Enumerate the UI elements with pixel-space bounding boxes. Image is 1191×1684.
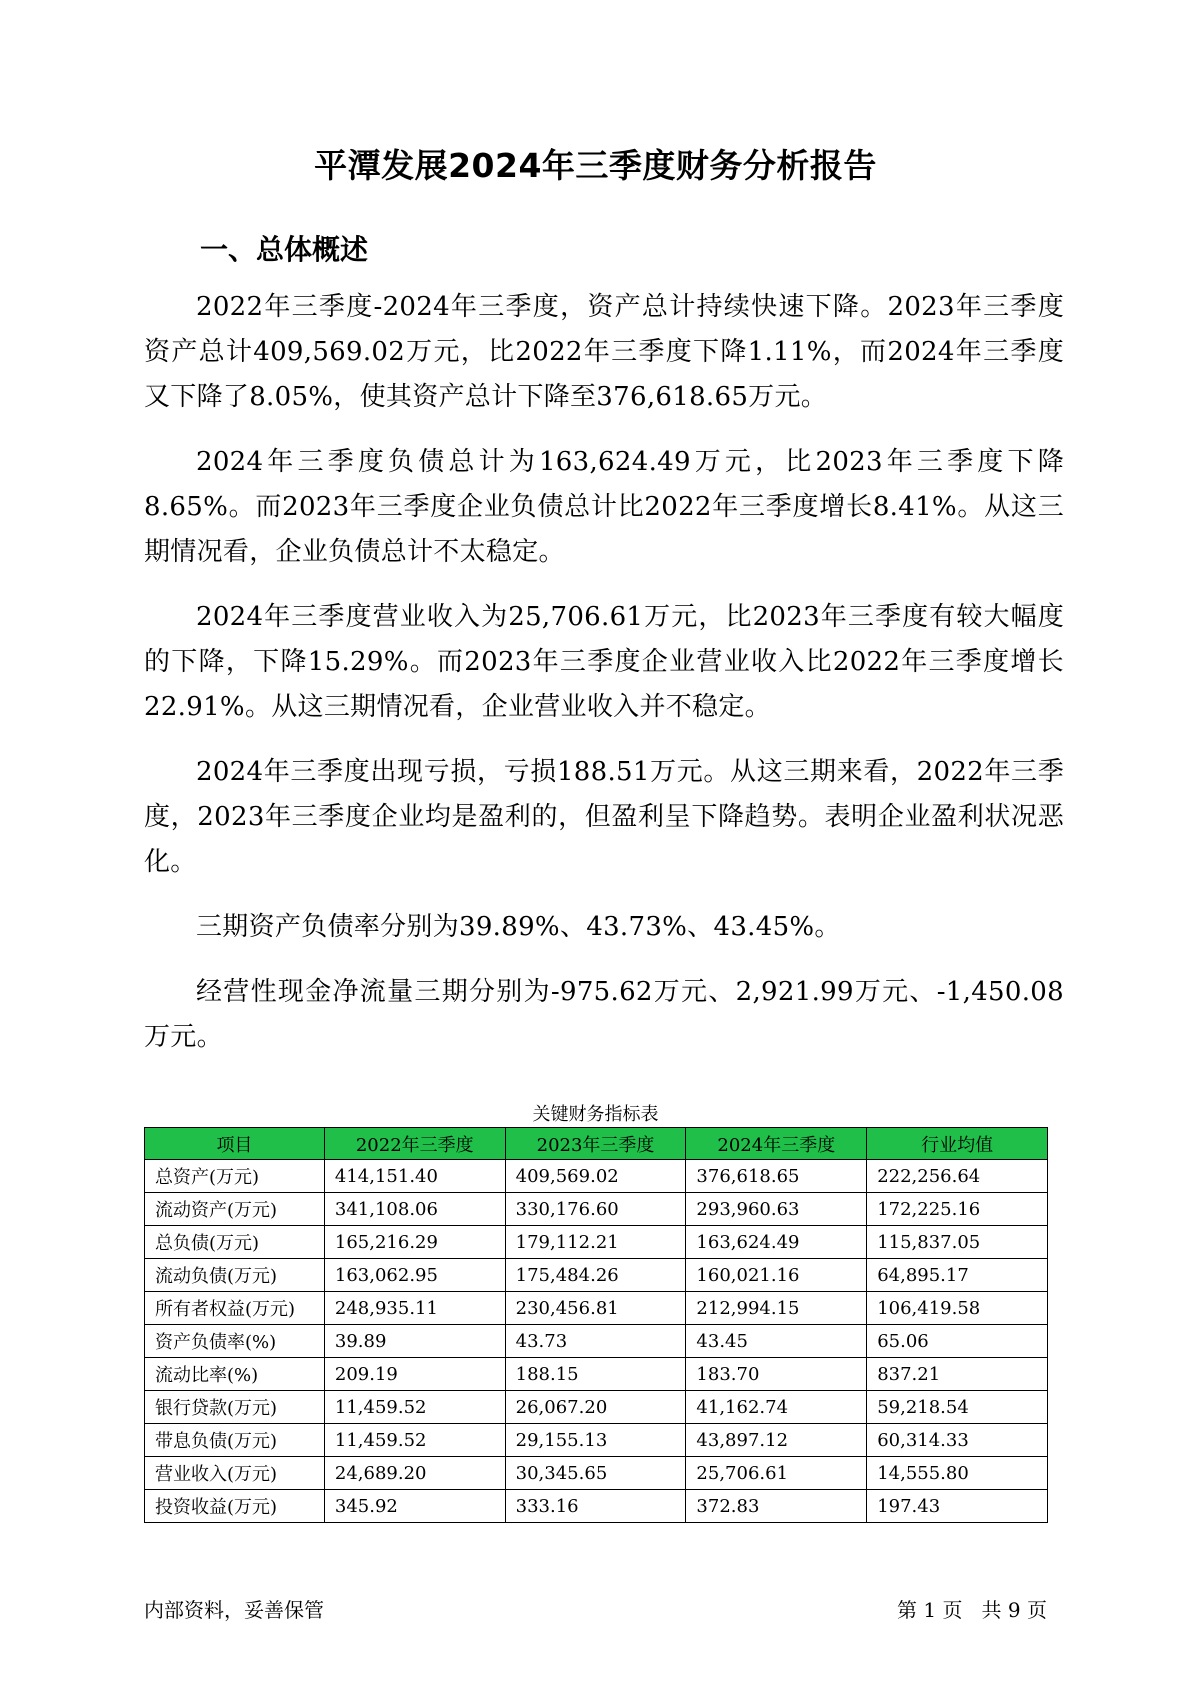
header-item: 项目 [145,1128,325,1160]
table-header-row [145,1128,1048,1160]
header-2022q3: 2022年三季度 [324,1128,505,1160]
cell-value: 165,216.29 [324,1226,505,1259]
cell-value: 212,994.15 [686,1292,867,1325]
cell-value: 209.19 [324,1358,505,1391]
row-label: 资产负债率(%) [145,1325,325,1358]
cell-value: 372.83 [686,1490,867,1523]
cell-value: 345.92 [324,1490,505,1523]
cell-value: 409,569.02 [505,1160,686,1193]
cell-value: 293,960.63 [686,1193,867,1226]
cell-value: 60,314.33 [867,1424,1048,1457]
section-heading-overview: 一、总体概述 [200,233,369,266]
header-industry-avg: 行业均值 [867,1128,1048,1160]
cell-value: 25,706.61 [686,1457,867,1490]
row-label: 银行贷款(万元) [145,1391,325,1424]
cell-value: 333.16 [505,1490,686,1523]
row-label: 流动负债(万元) [145,1259,325,1292]
cell-value: 43.45 [686,1325,867,1358]
cell-value: 43,897.12 [686,1424,867,1457]
cell-value: 172,225.16 [867,1193,1048,1226]
cell-value: 115,837.05 [867,1226,1048,1259]
cell-value: 248,935.11 [324,1292,505,1325]
table-row [145,1193,1048,1226]
cell-value: 41,162.74 [686,1391,867,1424]
cell-value: 106,419.58 [867,1292,1048,1325]
cell-value: 837.21 [867,1358,1048,1391]
row-label: 带息负债(万元) [145,1424,325,1457]
paragraph-profit: 2024年三季度出现亏损，亏损188.51万元。从这三期来看，2022年三季度，2023年三季度企业均是盈利的，但盈利呈下降趋势。表明企业盈利状况恶化。 [144,757,1064,877]
footer-confidential-note: 内部资料，妥善保管 [144,1598,324,1622]
cell-value: 59,218.54 [867,1391,1048,1424]
cell-value: 64,895.17 [867,1259,1048,1292]
cell-value: 341,108.06 [324,1193,505,1226]
cell-value: 14,555.80 [867,1457,1048,1490]
cell-value: 222,256.64 [867,1160,1048,1193]
cell-value: 188.15 [505,1358,686,1391]
row-label: 营业收入(万元) [145,1457,325,1490]
cell-value: 163,624.49 [686,1226,867,1259]
cell-value: 30,345.65 [505,1457,686,1490]
cell-value: 376,618.65 [686,1160,867,1193]
overview-body [144,285,1064,1080]
cell-value: 230,456.81 [505,1292,686,1325]
cell-value: 43.73 [505,1325,686,1358]
cell-value: 65.06 [867,1325,1048,1358]
paragraph-assets: 2022年三季度-2024年三季度，资产总计持续快速下降。2023年三季度资产总计409,569.02万元，比2022年三季度下降1.11%，而2024年三季度又下降了8.05%，使其资产总计下降至376,618.65万元。 [144,292,1064,412]
cell-value: 11,459.52 [324,1424,505,1457]
cell-value: 179,112.21 [505,1226,686,1259]
table-row [145,1457,1048,1490]
table-row [145,1259,1048,1292]
cell-value: 26,067.20 [505,1391,686,1424]
cell-value: 414,151.40 [324,1160,505,1193]
footer-page-number: 第 1 页 共 9 页 [897,1598,1047,1622]
table-row [145,1160,1048,1193]
cell-value: 160,021.16 [686,1259,867,1292]
cell-value: 29,155.13 [505,1424,686,1457]
report-title: 平潭发展2024年三季度财务分析报告 [314,146,877,185]
paragraph-debt-ratio: 三期资产负债率分别为39.89%、43.73%、43.45%。 [196,912,841,942]
paragraph-cash-flow: 经营性现金净流量三期分别为-975.62万元、2,921.99万元、-1,450.08万元。 [144,977,1064,1052]
cell-value: 11,459.52 [324,1391,505,1424]
row-label: 所有者权益(万元) [145,1292,325,1325]
cell-value: 183.70 [686,1358,867,1391]
paragraph-liabilities: 2024年三季度负债总计为163,624.49万元，比2023年三季度下降8.65%。而2023年三季度企业负债总计比2022年三季度增长8.41%。从这三期情况看，企业负债总计不太稳定。 [144,447,1064,567]
cell-value: 197.43 [867,1490,1048,1523]
table-row [145,1391,1048,1424]
table-row [145,1490,1048,1523]
cell-value: 39.89 [324,1325,505,1358]
table-row [145,1358,1048,1391]
paragraph-revenue: 2024年三季度营业收入为25,706.61万元，比2023年三季度有较大幅度的下降，下降15.29%。而2023年三季度企业营业收入比2022年三季度增长22.91%。从这三期情况看，企业营业收入并不稳定。 [144,602,1064,722]
cell-value: 163,062.95 [324,1259,505,1292]
table-caption: 关键财务指标表 [532,1104,659,1125]
row-label: 总资产(万元) [145,1160,325,1193]
table-row [145,1424,1048,1457]
header-2023q3: 2023年三季度 [505,1128,686,1160]
table-row [145,1292,1048,1325]
cell-value: 330,176.60 [505,1193,686,1226]
cell-value: 24,689.20 [324,1457,505,1490]
row-label: 流动资产(万元) [145,1193,325,1226]
row-label: 总负债(万元) [145,1226,325,1259]
row-label: 流动比率(%) [145,1358,325,1391]
header-2024q3: 2024年三季度 [686,1128,867,1160]
row-label: 投资收益(万元) [145,1490,325,1523]
table-row [145,1325,1048,1358]
key-financial-table [144,1127,1048,1523]
table-row [145,1226,1048,1259]
cell-value: 175,484.26 [505,1259,686,1292]
